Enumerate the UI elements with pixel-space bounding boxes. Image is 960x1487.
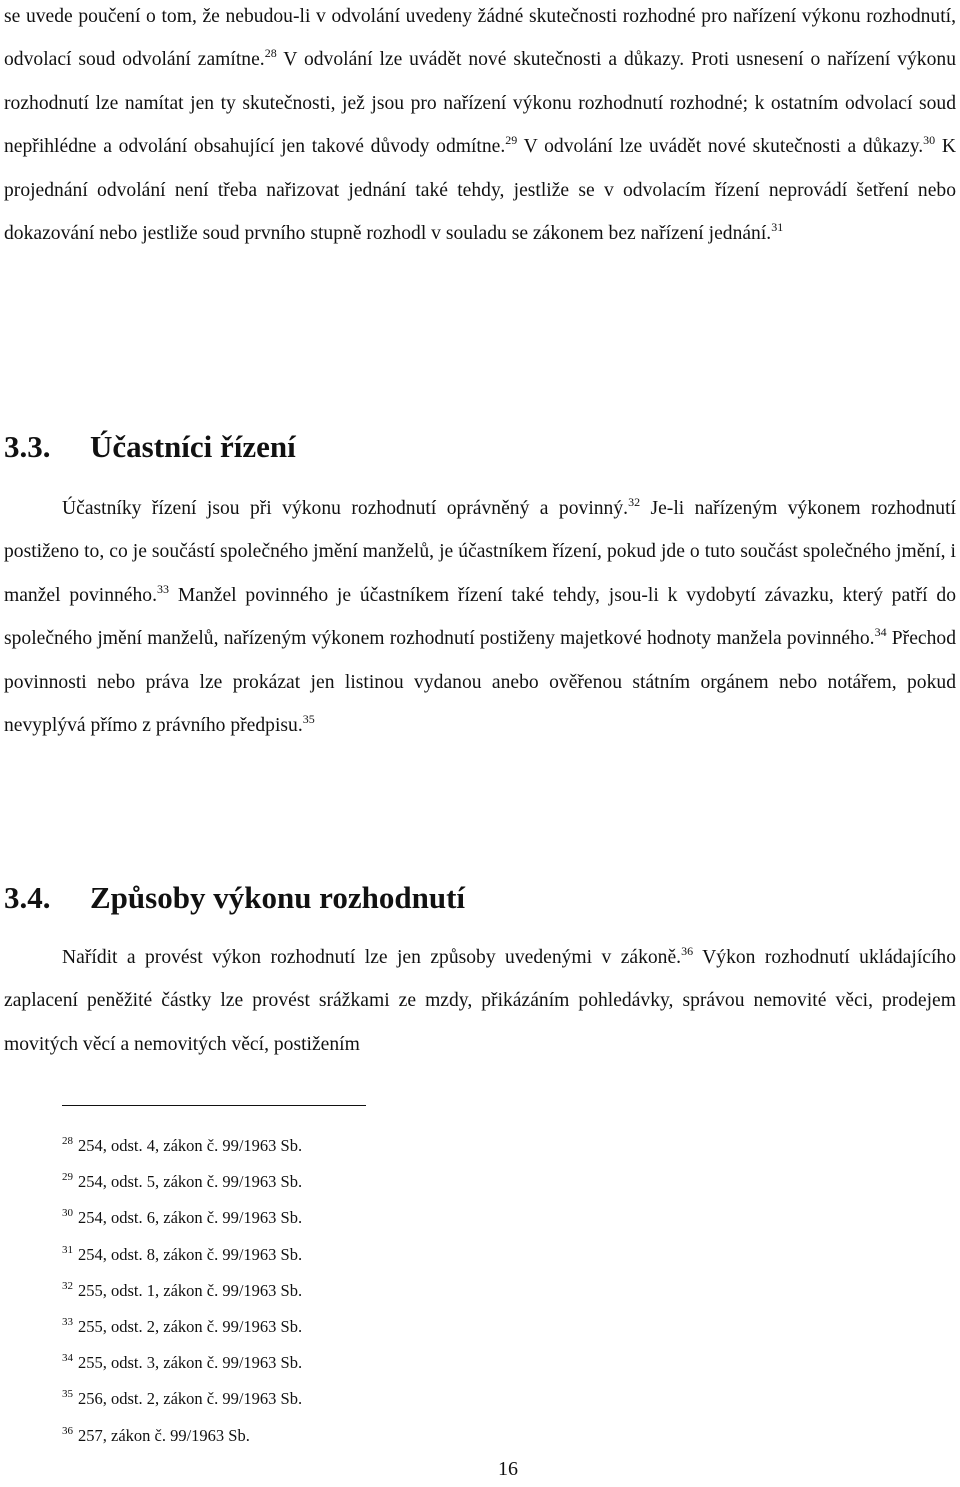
- footnote-number: 36: [62, 1424, 73, 1437]
- footnote-item: [62, 1273, 302, 1309]
- footnote-reference[interactable]: 36: [681, 944, 694, 958]
- footnote-list: [62, 1128, 302, 1454]
- footnote-text: 255, odst. 2, zákon č. 99/1963 Sb.: [78, 1316, 303, 1336]
- paragraph-text: K projednání odvolání není třeba nařizovat jednání také tehdy, jestliže se v odvolacím řízení neprovádí šetření nebo dokazování nebo jestliže soud prvního stupně rozhodl v souladu se zákonem bez nařízení jednání.: [4, 136, 956, 245]
- footnote-number: 28: [62, 1135, 73, 1147]
- paragraph-text: se uvede poučení o tom, že nebudou-li v odvolání uvedeny žádné skutečnosti rozhodné pro nařízení výkonu rozhodnutí, odvolací soud odvolání zamítne.: [4, 6, 956, 71]
- footnote-reference[interactable]: 28: [264, 46, 277, 61]
- paragraph-text: V odvolání lze uvádět nové skutečnosti a důkazy. Proti usnesení o nařízení výkonu rozhodnutí lze namítat jen ty skutečnosti, jež jsou pro nařízení výkonu rozhodnutí rozhodné; k ostatním odvolací soud nepřihlédne a odvolání obsahující jen takové důvody odmítne.: [4, 49, 956, 158]
- section-number: 3.3.: [4, 429, 51, 464]
- footnote-reference[interactable]: 34: [874, 625, 887, 640]
- footnote-reference[interactable]: 32: [628, 495, 641, 509]
- paragraph-text: Výkon rozhodnutí ukládajícího zaplacení peněžité částky lze provést srážkami ze mzdy, přikázáním pohledávky, správou nemovité věci, prodejem movitých věcí a nemovitých věcí, postižením: [4, 947, 957, 1055]
- footnote-item: [62, 1381, 302, 1417]
- footnote-item: [62, 1164, 302, 1200]
- footnote-reference[interactable]: 31: [771, 220, 784, 235]
- paragraph-appeal: [4, 0, 956, 255]
- footnote-number: 34: [62, 1352, 73, 1365]
- footnote-reference[interactable]: 35: [302, 712, 315, 727]
- paragraph-text: Přechod povinnosti nebo práva lze prokázat jen listinou vydanou anebo ověřenou státním orgánem nebo notářem, pokud nevyplývá přímo z právního předpisu.: [4, 628, 956, 737]
- footnote-text: 256, odst. 2, zákon č. 99/1963 Sb.: [78, 1389, 303, 1409]
- footnote-reference[interactable]: 30: [923, 133, 936, 148]
- footnote-text: 254, odst. 6, zákon č. 99/1963 Sb.: [78, 1208, 303, 1228]
- section-title: Účastníci řízení: [90, 429, 296, 464]
- footnote-text: 255, odst. 1, zákon č. 99/1963 Sb.: [78, 1280, 303, 1300]
- footnote-number: 29: [62, 1171, 73, 1184]
- paragraph-text: Účastníky řízení jsou při výkonu rozhodnutí oprávněný a povinný.: [62, 498, 629, 519]
- footnote-reference[interactable]: 33: [157, 581, 170, 596]
- footnote-item: [62, 1345, 302, 1381]
- footnote-number: 31: [62, 1243, 73, 1256]
- footnote-text: 254, odst. 8, zákon č. 99/1963 Sb.: [78, 1244, 303, 1264]
- footnote-item: [62, 1200, 302, 1236]
- paragraph-text: Je-li nařízeným výkonem rozhodnutí postiženo to, co je součástí společného jmění manželů, je účastníkem řízení, pokud jde o tuto součást společného jmění, i manžel povinného.: [4, 498, 956, 606]
- section-number: 3.4.: [4, 880, 51, 915]
- footnote-text: 254, odst. 5, zákon č. 99/1963 Sb.: [78, 1172, 303, 1192]
- footnote-number: 32: [62, 1279, 73, 1292]
- footnote-text: 255, odst. 3, zákon č. 99/1963 Sb.: [78, 1353, 303, 1373]
- footnote-text: 254, odst. 4, zákon č. 99/1963 Sb.: [78, 1136, 303, 1155]
- footnote-item: [62, 1128, 302, 1164]
- page-number: 16: [498, 1458, 518, 1480]
- footnote-separator: [62, 1105, 366, 1106]
- section-heading-participants: [4, 427, 296, 467]
- section-heading-methods: [4, 878, 465, 918]
- footnote-number: 35: [62, 1388, 73, 1401]
- section-title: Způsoby výkonu rozhodnutí: [90, 880, 466, 915]
- footnote-number: 33: [62, 1315, 73, 1328]
- paragraph-methods: [4, 936, 956, 1066]
- paragraph-text: Manžel povinného je účastníkem řízení také tehdy, jsou-li k vydobytí závazku, který patří do společného jmění manželů, nařízeným výkonem rozhodnutí postiženy majetkové hodnoty manžela povinného.: [4, 584, 956, 650]
- footnote-text: 257, zákon č. 99/1963 Sb.: [78, 1425, 250, 1445]
- footnote-number: 30: [62, 1207, 73, 1220]
- footnote-item: [62, 1418, 302, 1454]
- footnote-item: [62, 1237, 302, 1273]
- paragraph-text: Nařídit a provést výkon rozhodnutí lze jen způsoby uvedenými v zákoně.: [62, 947, 682, 968]
- paragraph-text: V odvolání lze uvádět nové skutečnosti a důkazy.: [517, 136, 924, 158]
- footnote-reference[interactable]: 29: [505, 133, 518, 148]
- footnote-item: [62, 1309, 302, 1345]
- paragraph-participants: [4, 487, 956, 747]
